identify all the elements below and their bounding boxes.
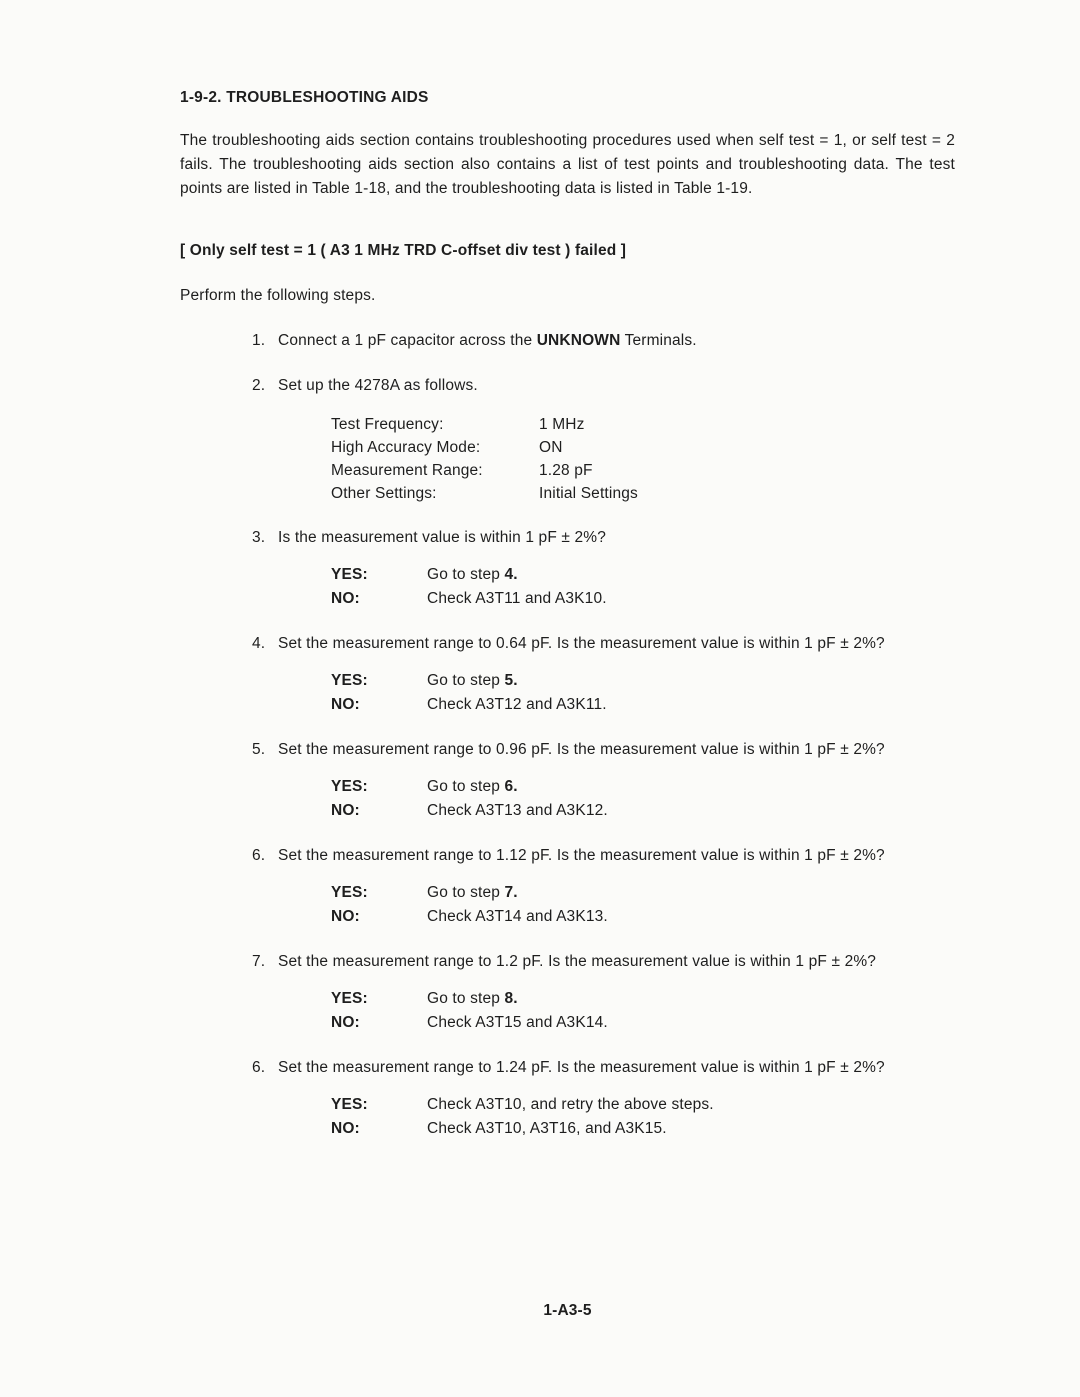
step-text-bold: UNKNOWN — [536, 332, 621, 349]
step-text: Set the measurement range to 1.2 pF. Is the measurement value is within 1 pF ± 2%? — [278, 953, 877, 970]
yes-text — [427, 881, 518, 905]
setting-value: ON — [539, 439, 563, 456]
yes-text-pre: Go to step — [427, 566, 505, 583]
no-label: NO: — [331, 802, 360, 819]
no-label: NO: — [331, 696, 360, 713]
instrument-settings — [331, 413, 955, 505]
step-number: 5. — [252, 741, 266, 758]
step-number: 2. — [252, 377, 266, 394]
yes-no-block — [331, 881, 955, 929]
step-item — [180, 526, 955, 611]
section-title: TROUBLESHOOTING AIDS — [226, 89, 429, 106]
yes-label: YES: — [331, 672, 368, 689]
intro-paragraph: The troubleshooting aids section contains troubleshooting procedures used when self test = 1, or self test = 2 fails. The troubleshooting aids section also contains a list of test points and troubleshooting data. The test points are listed in Table 1-18, and the troubleshooting data is listed in Table 1-19. — [180, 132, 955, 197]
no-label: NO: — [331, 1120, 360, 1137]
yes-text: Check A3T10, and retry the above steps. — [427, 1096, 714, 1113]
no-row — [331, 799, 955, 823]
step-number: 3. — [252, 529, 266, 546]
no-row — [331, 1117, 955, 1141]
yes-text — [427, 775, 518, 799]
step-text: Set the measurement range to 1.12 pF. Is the measurement value is within 1 pF ± 2%? — [278, 847, 885, 864]
setting-row — [331, 436, 955, 459]
no-text: Check A3T15 and A3K14. — [427, 1014, 608, 1031]
yes-row — [331, 563, 955, 587]
yes-text-bold: 6. — [504, 778, 518, 795]
yes-row — [331, 775, 955, 799]
no-text: Check A3T12 and A3K11. — [427, 696, 607, 713]
no-row — [331, 693, 955, 717]
yes-text-pre: Go to step — [427, 990, 505, 1007]
no-text: Check A3T13 and A3K12. — [427, 802, 608, 819]
yes-text-pre: Go to step — [427, 778, 505, 795]
yes-row — [331, 987, 955, 1011]
yes-text-bold: 4. — [504, 566, 518, 583]
yes-text — [427, 669, 518, 693]
condition-heading: [ Only self test = 1 ( A3 1 MHz TRD C-offset div test ) failed ] — [180, 242, 627, 259]
step-item — [180, 374, 955, 505]
yes-no-block — [331, 1093, 955, 1141]
yes-row — [331, 881, 955, 905]
step-text: Is the measurement value is within 1 pF ± 2%? — [278, 529, 606, 546]
setting-label: High Accuracy Mode: — [331, 439, 481, 456]
no-row — [331, 905, 955, 929]
no-label: NO: — [331, 1014, 360, 1031]
step-text-post: Terminals. — [620, 332, 697, 349]
section-number: 1-9-2. — [180, 89, 222, 106]
setting-label: Other Settings: — [331, 485, 437, 502]
setting-value: 1 MHz — [539, 416, 585, 433]
yes-text — [427, 563, 518, 587]
setting-label: Measurement Range: — [331, 462, 483, 479]
setting-value: Initial Settings — [539, 485, 638, 502]
step-number: 7. — [252, 953, 266, 970]
setting-value: 1.28 pF — [539, 462, 593, 479]
yes-text — [427, 987, 518, 1011]
setting-row — [331, 482, 955, 505]
no-row — [331, 587, 955, 611]
no-text: Check A3T10, A3T16, and A3K15. — [427, 1120, 667, 1137]
yes-text-bold: 7. — [504, 884, 518, 901]
step-number: 6. — [252, 1059, 266, 1076]
step-text: Set the measurement range to 0.96 pF. Is the measurement value is within 1 pF ± 2%? — [278, 741, 885, 758]
yes-no-block — [331, 563, 955, 611]
yes-text-pre: Go to step — [427, 884, 505, 901]
step-text: Set the measurement range to 0.64 pF. Is the measurement value is within 1 pF ± 2%? — [278, 635, 885, 652]
step-number: 4. — [252, 635, 266, 652]
yes-no-block — [331, 669, 955, 717]
no-row — [331, 1011, 955, 1035]
setting-row — [331, 413, 955, 436]
setting-label: Test Frequency: — [331, 416, 444, 433]
step-item — [180, 738, 955, 823]
page-number: 1-A3-5 — [543, 1302, 592, 1319]
yes-label: YES: — [331, 566, 368, 583]
yes-text-pre: Go to step — [427, 672, 505, 689]
no-text: Check A3T11 and A3K10. — [427, 590, 607, 607]
step-item — [180, 329, 955, 353]
step-text — [278, 332, 697, 349]
yes-no-block — [331, 987, 955, 1035]
perform-line: Perform the following steps. — [180, 287, 376, 304]
no-text: Check A3T14 and A3K13. — [427, 908, 608, 925]
step-text: Set the measurement range to 1.24 pF. Is the measurement value is within 1 pF ± 2%? — [278, 1059, 885, 1076]
section-heading — [180, 86, 955, 110]
yes-text-bold: 5. — [504, 672, 518, 689]
yes-row — [331, 669, 955, 693]
yes-text-bold: 8. — [504, 990, 518, 1007]
yes-no-block — [331, 775, 955, 823]
yes-label: YES: — [331, 778, 368, 795]
step-item — [180, 1056, 955, 1141]
step-number: 6. — [252, 847, 266, 864]
step-item — [180, 844, 955, 929]
yes-label: YES: — [331, 884, 368, 901]
no-label: NO: — [331, 590, 360, 607]
step-item — [180, 632, 955, 717]
step-text-pre: Connect a 1 pF capacitor across the — [278, 332, 537, 349]
yes-label: YES: — [331, 1096, 368, 1113]
setting-row — [331, 459, 955, 482]
step-number: 1. — [252, 332, 266, 349]
yes-label: YES: — [331, 990, 368, 1007]
step-text: Set up the 4278A as follows. — [278, 377, 478, 394]
step-item — [180, 950, 955, 1035]
yes-row — [331, 1093, 955, 1117]
no-label: NO: — [331, 908, 360, 925]
